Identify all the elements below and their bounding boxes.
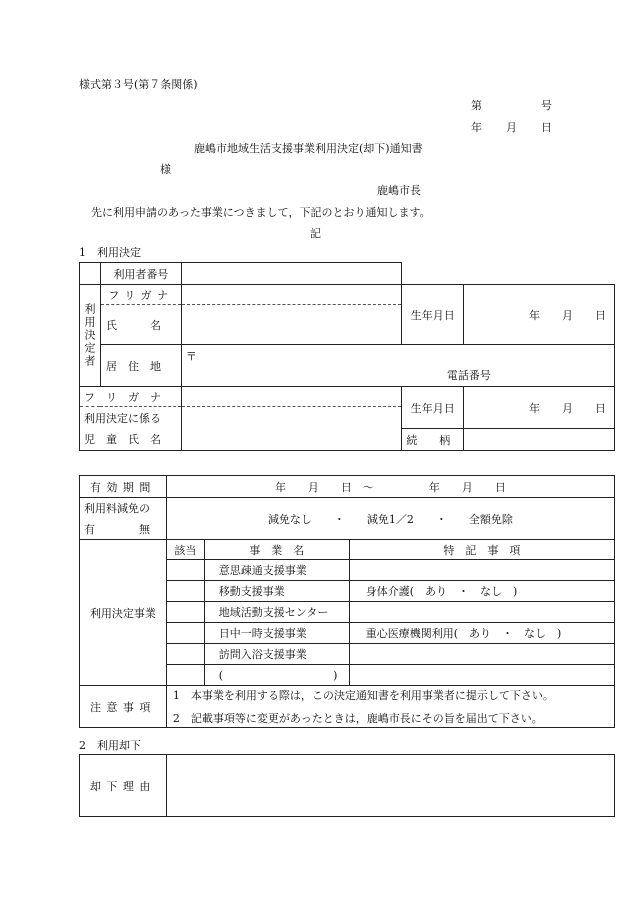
relation-field[interactable] <box>464 429 615 451</box>
doc-number-suffix: 号 <box>541 99 552 112</box>
decided-person-side: 利用決定者 <box>80 285 101 387</box>
service-note[interactable]: 重心医療機関利用( あり ・ なし ) <box>349 623 614 644</box>
period-value[interactable]: 年 月 日 ～ 年 月 日 <box>166 476 614 498</box>
applicable-cell[interactable] <box>166 623 204 644</box>
doc-number-prefix: 第 <box>471 99 482 112</box>
col-notes: 特 記 事 項 <box>349 540 614 560</box>
furigana-field[interactable] <box>181 285 401 305</box>
issuer: 鹿嶋市長 <box>377 184 421 197</box>
user-number-label: 利用者番号 <box>100 263 181 285</box>
col-applicable: 該当 <box>166 540 204 560</box>
name-label: 氏 名 <box>100 305 181 345</box>
applicable-cell[interactable] <box>166 644 204 665</box>
ki-mark: 記 <box>310 227 321 240</box>
reason-label: 却下理由 <box>80 755 167 817</box>
form-number: 様式第３号(第７条関係) <box>79 78 198 91</box>
birthdate-label: 生年月日 <box>402 285 464 345</box>
addressee-suffix: 様 <box>160 163 171 176</box>
child-name-label-1: 利用決定に係る <box>80 407 182 429</box>
document-title: 鹿嶋市地域生活支援事業利用決定(却下)通知書 <box>194 142 423 155</box>
period-label: 有効期間 <box>80 476 167 498</box>
applicable-cell[interactable] <box>166 602 204 623</box>
blank-corner <box>80 263 101 285</box>
user-number-field[interactable] <box>181 263 401 285</box>
address-label: 居 住 地 <box>100 345 181 387</box>
child-birthdate-label: 生年月日 <box>402 387 464 429</box>
service-note[interactable] <box>349 644 614 665</box>
applicable-cell[interactable] <box>166 560 204 581</box>
service-name: 地域活動支援センター <box>204 602 349 623</box>
child-furigana-label: フ リ ガ ナ <box>80 387 182 407</box>
services-label: 利用決定事業 <box>80 540 167 686</box>
birthdate-field[interactable]: 年 月 日 <box>464 285 615 345</box>
rejection-table <box>79 754 615 817</box>
service-name: 意思疎通支援事業 <box>204 560 349 581</box>
applicable-cell[interactable] <box>166 581 204 602</box>
notes-text: 1 本事業を利用する際は，この決定通知書を利用事業者に提示して下さい。 2 記載事項等に変更があったときは，鹿嶋市長にその旨を届出て下さい。 <box>166 686 614 728</box>
date-day: 日 <box>541 121 552 134</box>
col-service: 事 業 名 <box>204 540 349 560</box>
date-year: 年 <box>471 121 482 134</box>
relation-label: 続 柄 <box>402 429 464 451</box>
intro-text: 先に利用申請のあった事業につきまして，下記のとおり通知します。 <box>91 206 431 219</box>
section2-heading: 2 利用却下 <box>79 739 141 752</box>
name-field[interactable] <box>181 305 401 345</box>
service-name: 移動支援事業 <box>204 581 349 602</box>
service-note[interactable]: 身体介護( あり ・ なし ) <box>349 581 614 602</box>
address-field[interactable] <box>181 345 614 387</box>
fee-label: 利用料減免の 有 無 <box>80 498 167 540</box>
applicable-cell[interactable] <box>166 665 204 686</box>
section1-heading: 1 利用決定 <box>79 246 141 259</box>
service-note[interactable] <box>349 665 614 686</box>
notes-label: 注意事項 <box>80 686 167 728</box>
service-note[interactable] <box>349 560 614 581</box>
decision-table <box>79 262 615 451</box>
furigana-label: フリガナ <box>100 285 181 305</box>
child-name-label-2: 児 童 氏 名 <box>80 429 182 451</box>
service-name: 訪問入浴支援事業 <box>204 644 349 665</box>
service-note[interactable] <box>349 602 614 623</box>
child-name-field[interactable] <box>181 407 401 451</box>
service-name: 日中一時支援事業 <box>204 623 349 644</box>
postal-mark: 〒 <box>185 350 197 363</box>
phone-label: 電話番号 <box>446 369 491 382</box>
service-table <box>79 475 615 728</box>
fee-options[interactable]: 減免なし ・ 減免1／2 ・ 全額免除 <box>166 498 614 540</box>
reason-field[interactable] <box>166 755 614 817</box>
service-name[interactable]: ( ) <box>204 665 349 686</box>
child-furigana-field[interactable] <box>181 387 401 407</box>
child-birthdate-field[interactable]: 年 月 日 <box>464 387 615 429</box>
date-month: 月 <box>506 121 517 134</box>
